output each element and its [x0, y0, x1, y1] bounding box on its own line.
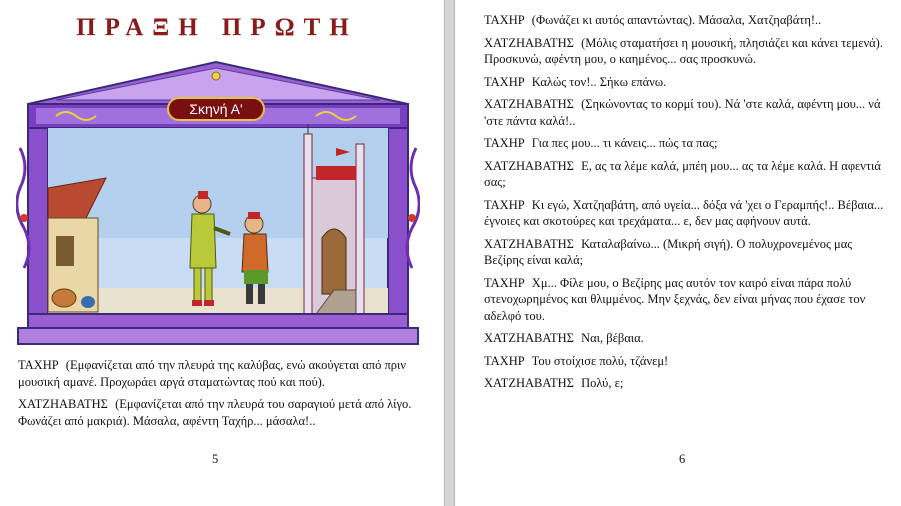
dialogue-paragraph: [18, 396, 418, 429]
dialogue-text: (Μόλις σταματήσει η μουσική, πλησιάζει και κάνει τεμενά). Προσκυνώ, αφέντη μου, ο καημένος... σας προσκυνώ.: [484, 35, 883, 66]
right-page: [455, 0, 901, 506]
speaker-name: ΧΑΤΖΗΑΒΑΤΗΣ: [484, 158, 574, 173]
dialogue-paragraph: [484, 12, 890, 29]
left-page: [0, 0, 444, 506]
speaker-name: ΧΑΤΖΗΑΒΑΤΗΣ: [484, 97, 574, 111]
dialogue-paragraph: [484, 96, 890, 129]
dialogue-paragraph: [484, 330, 890, 347]
dialogue-text: Κι εγώ, Χατζηαβάτη, από υγεία... δόξα νά 'χει ο Γεραμπής!.. Βέβαια... έγνοιες και σκοτούρες και τρεχάματα... ε, δεν μας αφήνουν αυτά.: [484, 197, 884, 228]
speaker-name: ΤΑΧΗΡ: [18, 358, 59, 372]
dialogue-text: Για πες μου... τι κάνεις... πώς τα πας;: [531, 136, 718, 150]
speaker-name: ΤΑΧΗΡ: [484, 136, 525, 150]
dialogue-text: Ναι, βέβαια.: [581, 331, 644, 345]
dialogue-text: (Σηκώνοντας το κορμί του). Νά 'στε καλά, αφέντη μου... νά 'στε πάντα καλά!..: [484, 97, 881, 128]
dialogue-text: (Εμφανίζεται από την πλευρά του σαραγιού μετά από λίγο. Φωνάζει από μακριά). Μάσαλα, αφέντη Ταχήρ... μάσαλα!..: [18, 397, 412, 428]
speaker-name: ΧΑΤΖΗΑΒΑΤΗΣ: [484, 236, 574, 251]
page-gutter: [444, 0, 455, 506]
dialogue-text: Ε, ας τα λέμε καλά, μπέη μου... ας τα λέμε καλά. Η αφεντιά σας;: [484, 158, 881, 189]
dialogue-paragraph: [484, 74, 890, 91]
speaker-name: ΤΑΧΗΡ: [484, 74, 525, 89]
speaker-name: ΧΑΤΖΗΑΒΑΤΗΣ: [484, 331, 574, 345]
right-page-text: [484, 12, 890, 398]
dialogue-paragraph: [484, 135, 890, 152]
dialogue-paragraph: [484, 236, 890, 269]
speaker-name: ΧΑΤΖΗΑΒΑΤΗΣ: [484, 35, 574, 50]
dialogue-text: (Εμφανίζεται από την πλευρά της καλύβας, ενώ ακούγεται από πριν μουσική αμανέ. Προχωράει αργά σταματώντας πού και πού).: [18, 358, 407, 389]
page-number: 5: [212, 452, 219, 466]
dialogue-text: Πολύ, ε;: [581, 376, 624, 390]
shadow-theatre-illustration: [16, 58, 420, 348]
speaker-name: ΤΑΧΗΡ: [484, 13, 525, 27]
dialogue-text: Καλώς τον!.. Σήκω επάνω.: [531, 74, 667, 89]
dialogue-paragraph: [484, 197, 890, 230]
speaker-name: ΤΑΧΗΡ: [484, 197, 525, 212]
dialogue-paragraph: [484, 353, 890, 370]
speaker-name: ΤΑΧΗΡ: [484, 275, 525, 290]
left-page-text: [18, 357, 418, 435]
dialogue-text: Καταλαβαίνω... (Μικρή σιγή). Ο πολυχρονεμένος μας Βεζίρης είναι καλά;: [484, 236, 853, 267]
dialogue-paragraph: [484, 275, 890, 325]
dialogue-text: Χμ... Φίλε μου, ο Βεζίρης μας αυτόν τον καιρό είναι πάρα πολύ στενοχωρημένος και θλιμμένος. Μην ξεχνάς, δεν είναι μήνας που έχασε τον αδελφό του.: [484, 275, 866, 323]
speaker-name: ΧΑΤΖΗΑΒΑΤΗΣ: [484, 376, 574, 390]
dialogue-paragraph: [484, 158, 890, 191]
speaker-name: ΧΑΤΖΗΑΒΑΤΗΣ: [18, 397, 108, 411]
dialogue-text: (Φωνάζει κι αυτός απαντώντας). Μάσαλα, Χατζηαβάτη!..: [531, 13, 822, 27]
scene-label: Σκηνή Α': [167, 97, 265, 121]
page-number: 6: [679, 452, 686, 466]
page-title: ΠΡΑΞΗ ΠΡΩΤΗ: [76, 14, 358, 41]
dialogue-paragraph: [484, 375, 890, 392]
speaker-name: ΤΑΧΗΡ: [484, 353, 525, 368]
dialogue-paragraph: [18, 357, 418, 390]
dialogue-text: Του στοίχισε πολύ, τζάνεμ!: [531, 353, 669, 368]
dialogue-paragraph: [484, 35, 890, 68]
